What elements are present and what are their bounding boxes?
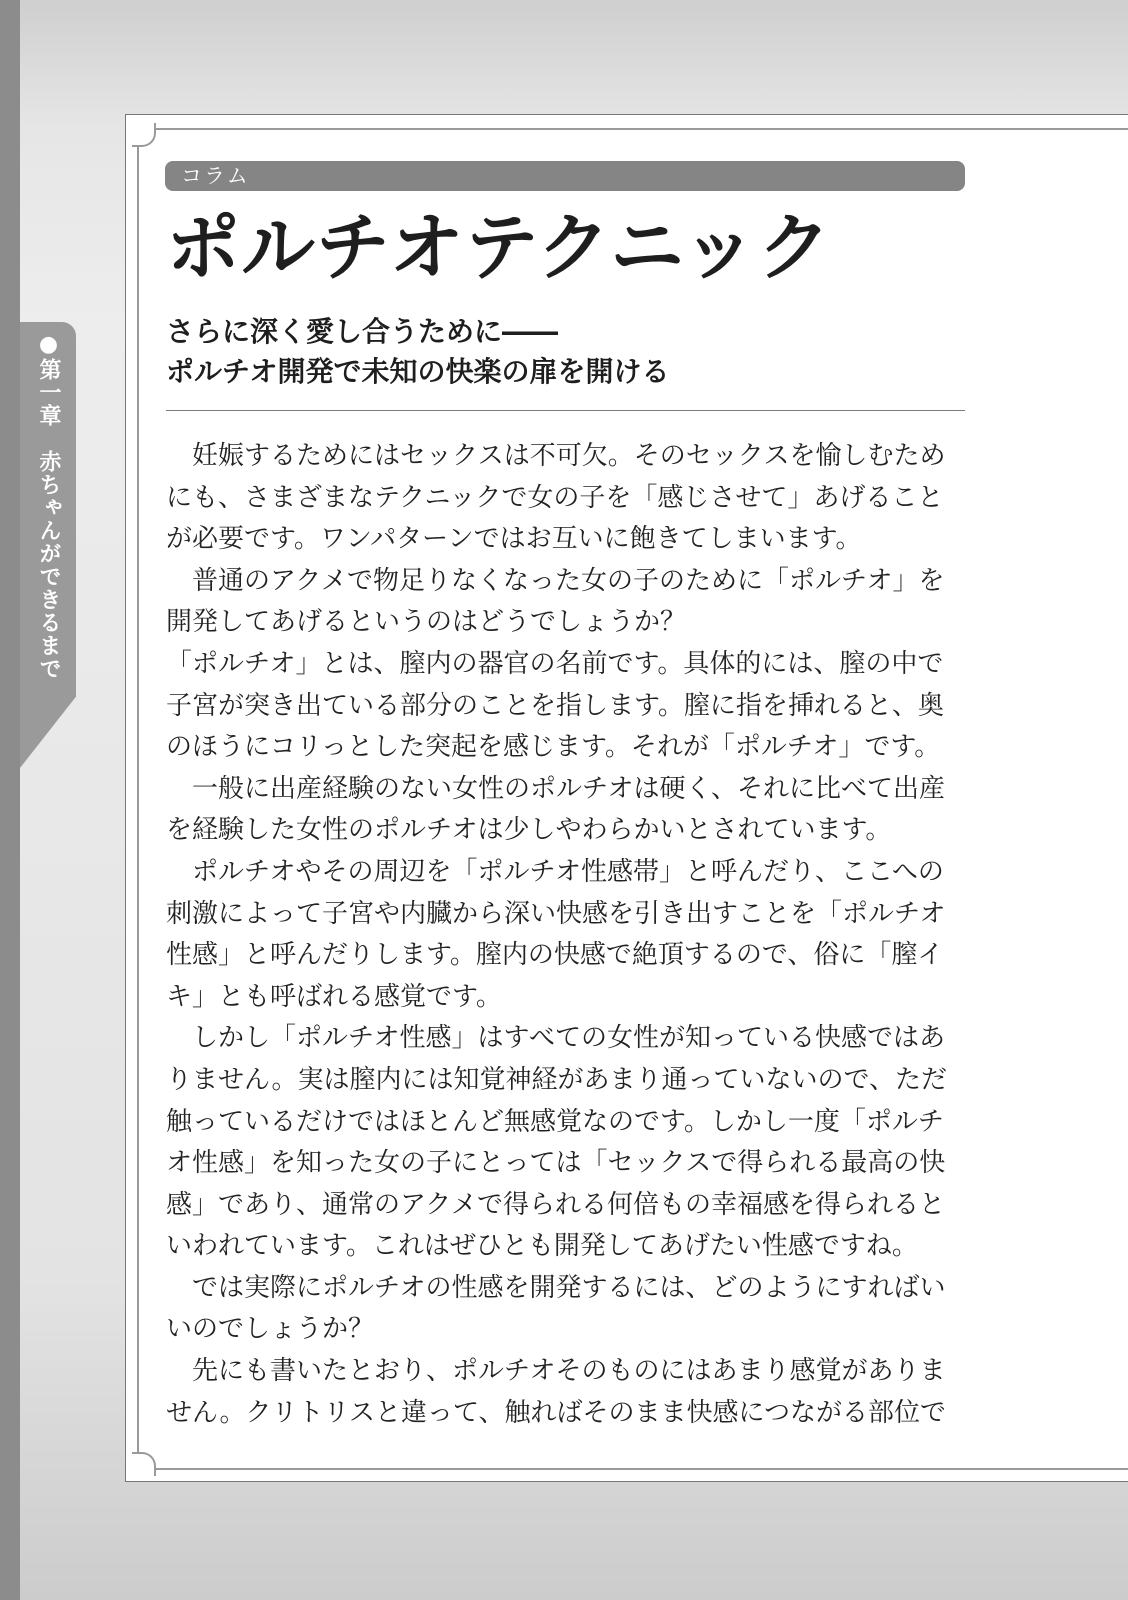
body-line: が必要です。ワンパターンではお互いに飽きてしまいます。 — [166, 524, 862, 555]
column-label-bar: コラム — [165, 161, 965, 191]
page-edge-strip — [0, 0, 20, 1600]
body-line: 開発してあげるというのはどうでしょうか？ — [166, 607, 687, 638]
body-line: いのでしょうか？ — [166, 1314, 375, 1345]
body-line: 普通のアクメで物足りなくなった女の子のために「ポルチオ」を — [166, 565, 945, 596]
subtitle-line: ポルチオ開発で未知の快楽の扉を開ける — [166, 355, 670, 388]
body-line: 感」であり、通常のアクメで得られる何倍もの幸福感を得られると — [166, 1189, 945, 1220]
body-line: キ」とも呼ばれる感覚です。 — [166, 981, 502, 1012]
subtitle — [166, 312, 966, 392]
page-title: ポルチオテクニック — [166, 205, 833, 291]
body-line: のほうにコリっとした突起を感じます。それが「ポルチオ」です。 — [166, 732, 941, 763]
body-line: オ性感」を知った女の子にとっては「セックスで得られる最高の快 — [166, 1148, 946, 1179]
body-line: せん。クリトリスと違って、触ればそのまま快感につながる部位で — [166, 1397, 947, 1428]
body-line: 性感」と呼んだりします。膣内の快感で絶頂するので、俗に「膣イ — [166, 940, 944, 971]
body-line: しかし「ポルチオ性感」はすべての女性が知っている快感ではあ — [166, 1023, 945, 1054]
body-line: 先にも書いたとおり、ポルチオそのものにはあまり感覚がありま — [166, 1356, 946, 1387]
title-divider — [166, 410, 965, 411]
body-line: 刺激によって子宮や内臓から深い快感を引き出すことを「ポルチオ — [166, 898, 946, 929]
body-line: 一般に出産経験のない女性のポルチオは硬く、それに比べて出産 — [166, 773, 945, 804]
body-line: りません。実は膣内には知覚神経があまり通っていないので、ただ — [166, 1064, 948, 1095]
body-line: 子宮が突き出ている部分のことを指します。膣に指を挿れると、奥 — [166, 690, 944, 721]
body-line: 「ポルチオ」とは、膣内の器官の名前です。具体的には、膣の中で — [166, 648, 944, 679]
body-text — [166, 436, 966, 1434]
body-line: いわれています。これはぜひとも開発してあげたい性感ですね。 — [166, 1231, 918, 1262]
subtitle-line: さらに深く愛し合うために―― — [166, 315, 559, 348]
body-line: にも、さまざまなテクニックで女の子を「感じさせて」あげること — [166, 482, 944, 513]
chapter-tab-label: ●第一章 赤ちゃんができるまで — [36, 332, 61, 680]
body-line: を経験した女性のポルチオは少しやわらかいとされています。 — [166, 815, 892, 846]
body-line: 触っているだけではほとんど無感覚なのです。しかし一度「ポルチ — [166, 1106, 944, 1137]
body-line: では実際にポルチオの性感を開発するには、どのようにすればい — [166, 1272, 946, 1303]
body-line: ポルチオやその周辺を「ポルチオ性感帯」と呼んだり、ここへの — [166, 856, 944, 887]
body-line: 妊娠するためにはセックスは不可欠。そのセックスを愉しむため — [166, 441, 946, 471]
